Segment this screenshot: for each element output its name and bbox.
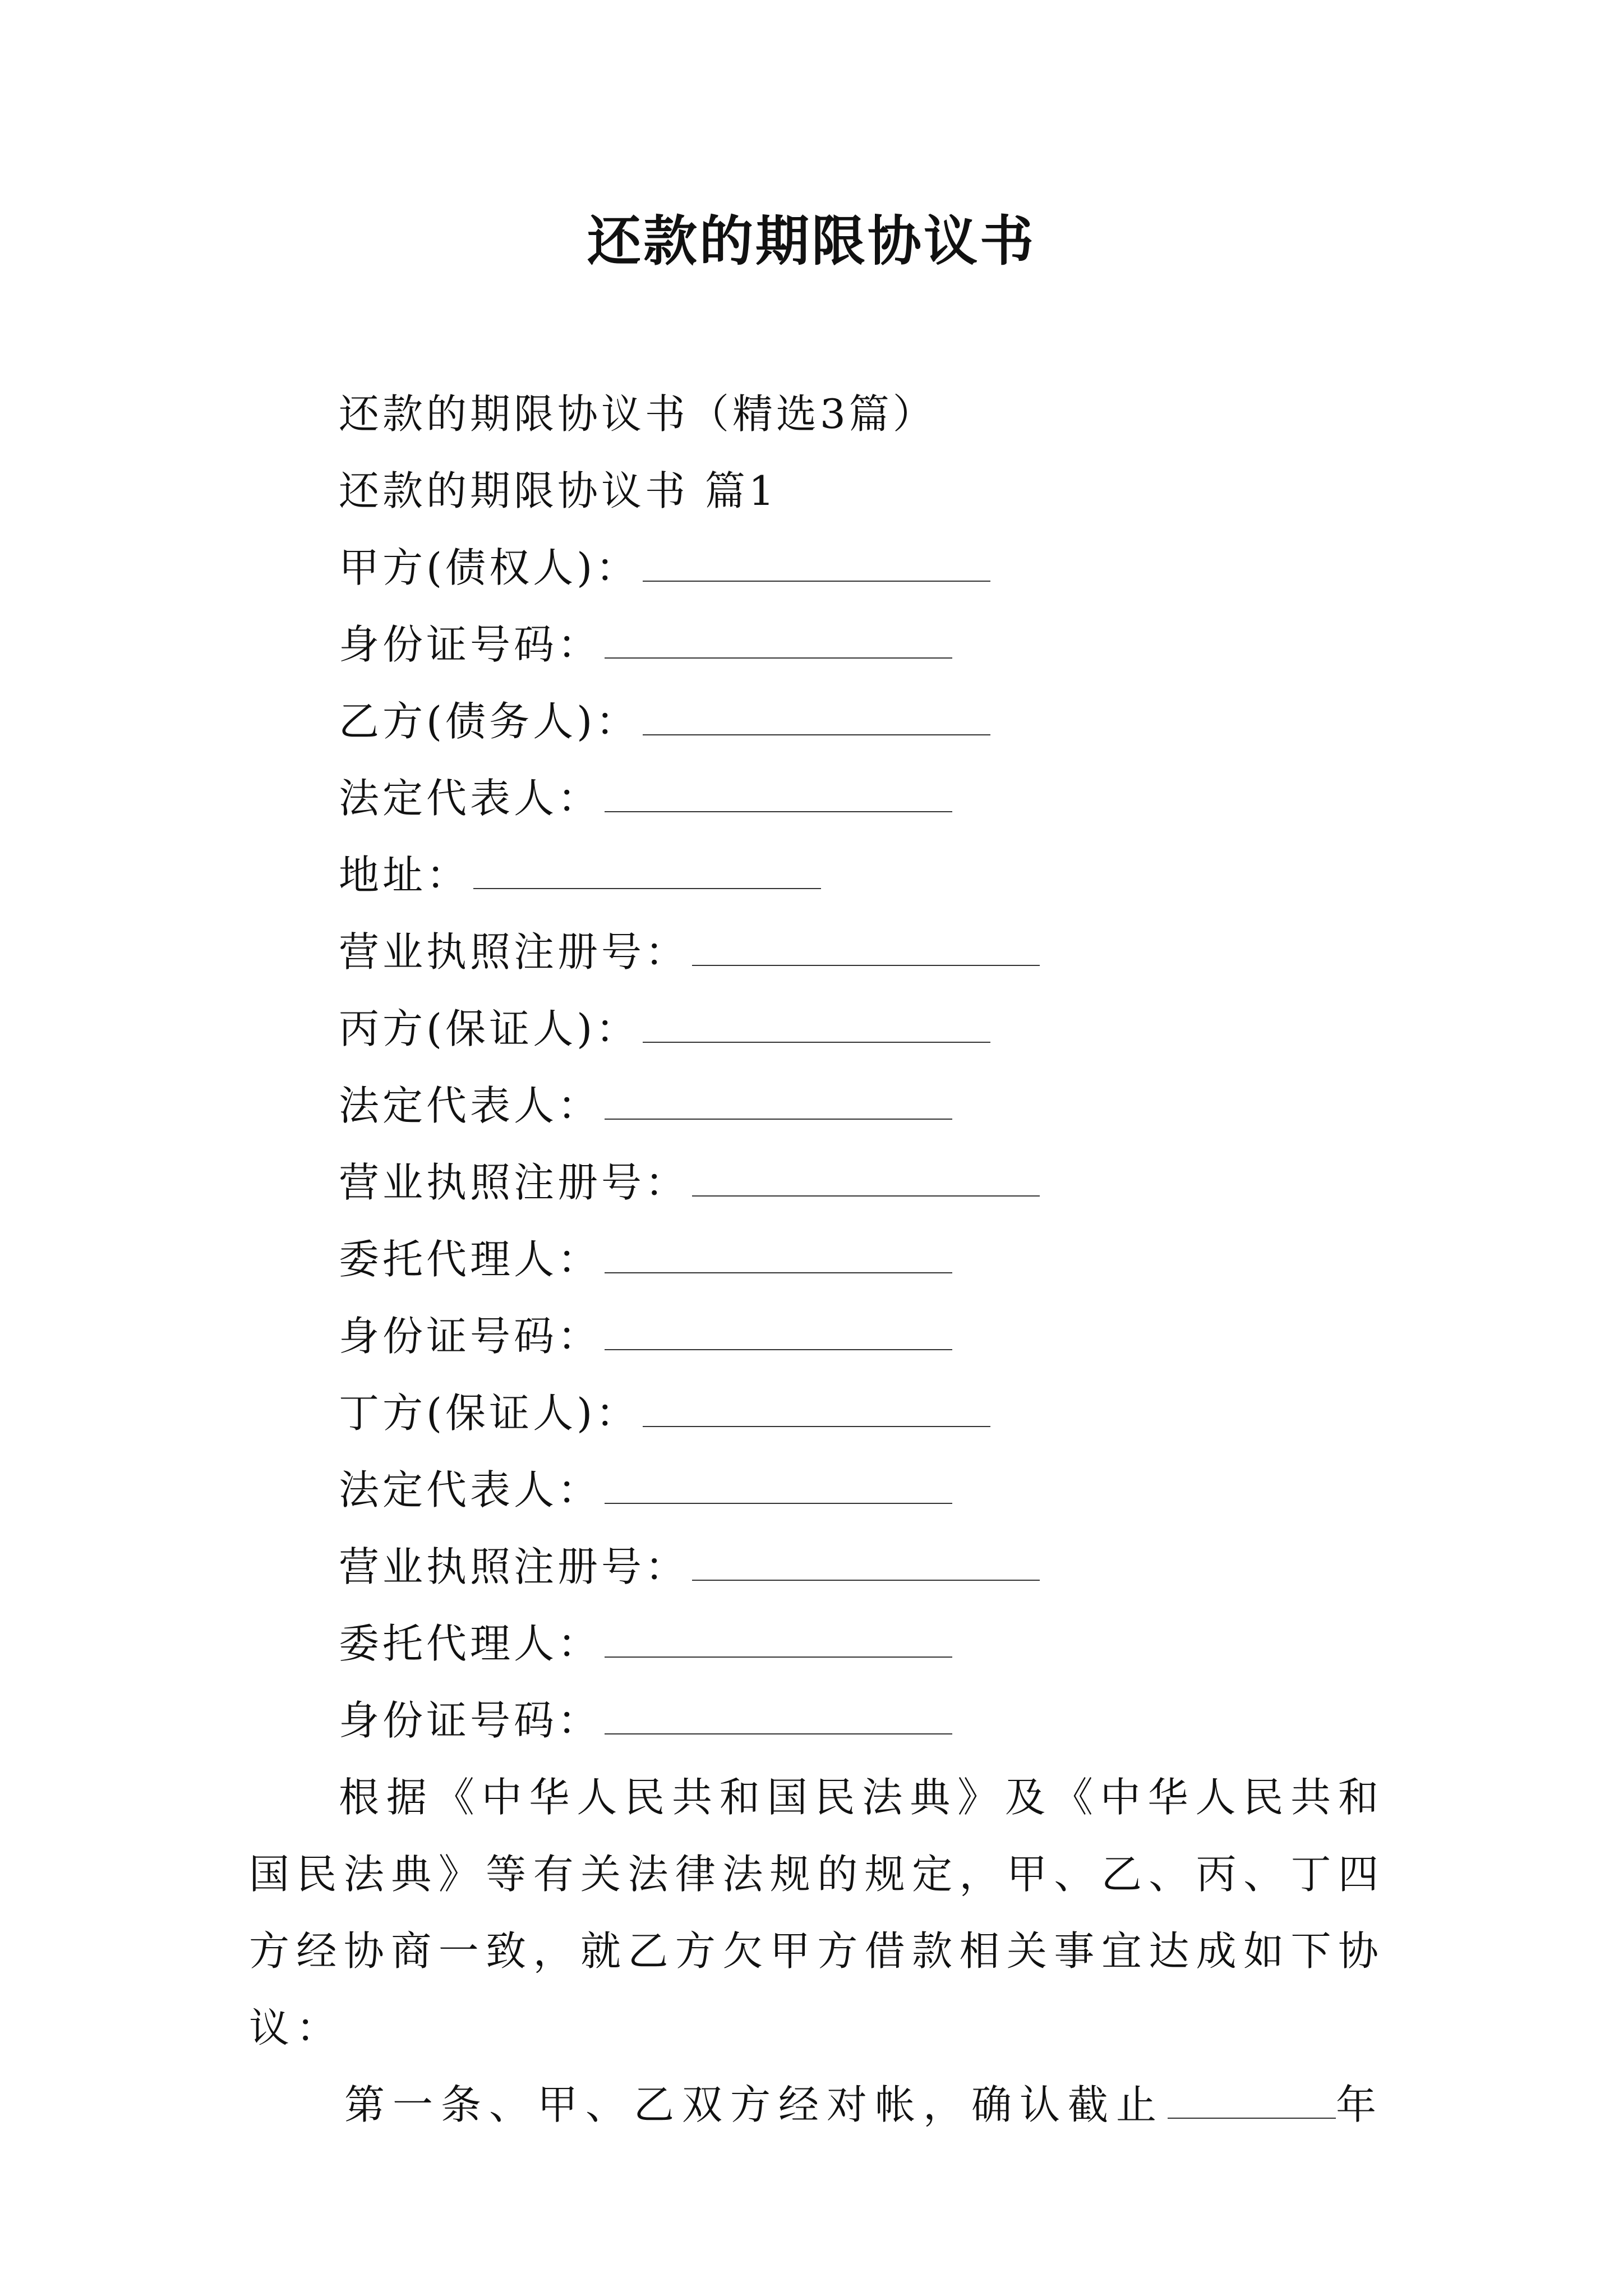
- fill-in-blank[interactable]: [692, 1164, 1040, 1197]
- field-label: 甲方(债权人)：: [339, 544, 640, 591]
- fill-in-blank[interactable]: [643, 1395, 990, 1427]
- field-party-d-agent: [249, 1605, 1385, 1682]
- fill-in-blank[interactable]: [692, 1548, 1040, 1581]
- fill-in-blank[interactable]: [643, 549, 990, 582]
- field-party-c-legal-rep: [249, 1068, 1385, 1144]
- fill-in-blank[interactable]: [605, 626, 952, 659]
- field-label: 地址：: [339, 852, 471, 899]
- field-label: 身份证号码：: [339, 1697, 602, 1744]
- fill-in-blank[interactable]: [473, 857, 821, 889]
- clause-1-year-label: 年: [1336, 2081, 1385, 2128]
- fill-in-blank[interactable]: [605, 1087, 952, 1120]
- fill-in-blank[interactable]: [605, 1241, 952, 1273]
- field-label: 委托代理人：: [339, 1620, 602, 1667]
- field-label: 身份证号码：: [339, 1313, 602, 1360]
- field-label: 营业执照注册号：: [339, 928, 689, 976]
- field-label: 法定代表人：: [339, 1466, 602, 1513]
- field-party-c-agent: [249, 1221, 1385, 1298]
- fill-in-blank[interactable]: [605, 780, 952, 812]
- field-party-b-legal-rep: [249, 760, 1385, 837]
- section-heading-line: [249, 453, 1385, 530]
- fill-in-blank[interactable]: [692, 933, 1040, 966]
- field-label: 丁方(保证人)：: [339, 1389, 640, 1437]
- field-party-c: [249, 991, 1385, 1068]
- clause-1: [249, 2067, 1385, 2143]
- subtitle: 还款的期限协议书（精选3篇）: [339, 390, 937, 438]
- document-body: [249, 376, 1385, 2143]
- field-party-b-address: [249, 837, 1385, 914]
- clause-1-text: 第一条、甲、乙双方经对帐，确认截止: [344, 2081, 1165, 2128]
- field-party-c-license: [249, 1144, 1385, 1221]
- field-label: 丙方(保证人)：: [339, 1005, 640, 1052]
- section-heading: 还款的期限协议书 篇1: [339, 467, 778, 514]
- field-label: 法定代表人：: [339, 1082, 602, 1129]
- fill-in-blank[interactable]: [605, 1471, 952, 1504]
- fill-in-blank[interactable]: [605, 1625, 952, 1658]
- document-title: 还款的期限协议书: [587, 209, 1036, 273]
- fill-in-blank-year[interactable]: [1168, 2086, 1336, 2119]
- field-label: 委托代理人：: [339, 1236, 602, 1283]
- field-label: 身份证号码：: [339, 621, 602, 668]
- field-party-b: [249, 683, 1385, 760]
- field-party-b-license: [249, 914, 1385, 991]
- intro-paragraph: 根据《中华人民共和国民法典》及《中华人民共和国民法典》等有关法律法规的规定，甲、乙、丙、丁四方经协商一致，就乙方欠甲方借款相关事宜达成如下协议：: [249, 1774, 1385, 2051]
- field-label: 乙方(债务人)：: [339, 698, 640, 745]
- field-party-c-agent-id: [249, 1298, 1385, 1375]
- field-party-a: [249, 530, 1385, 606]
- field-label: 营业执照注册号：: [339, 1159, 689, 1206]
- fill-in-blank[interactable]: [643, 1010, 990, 1043]
- field-label: 法定代表人：: [339, 775, 602, 822]
- subtitle-line: [249, 376, 1385, 453]
- field-party-d: [249, 1375, 1385, 1452]
- field-party-d-agent-id: [249, 1682, 1385, 1759]
- field-party-d-legal-rep: [249, 1452, 1385, 1529]
- field-label: 营业执照注册号：: [339, 1543, 689, 1590]
- fill-in-blank[interactable]: [605, 1318, 952, 1350]
- fill-in-blank[interactable]: [605, 1702, 952, 1734]
- field-party-d-license: [249, 1529, 1385, 1605]
- fill-in-blank[interactable]: [643, 703, 990, 735]
- field-party-a-id: [249, 606, 1385, 683]
